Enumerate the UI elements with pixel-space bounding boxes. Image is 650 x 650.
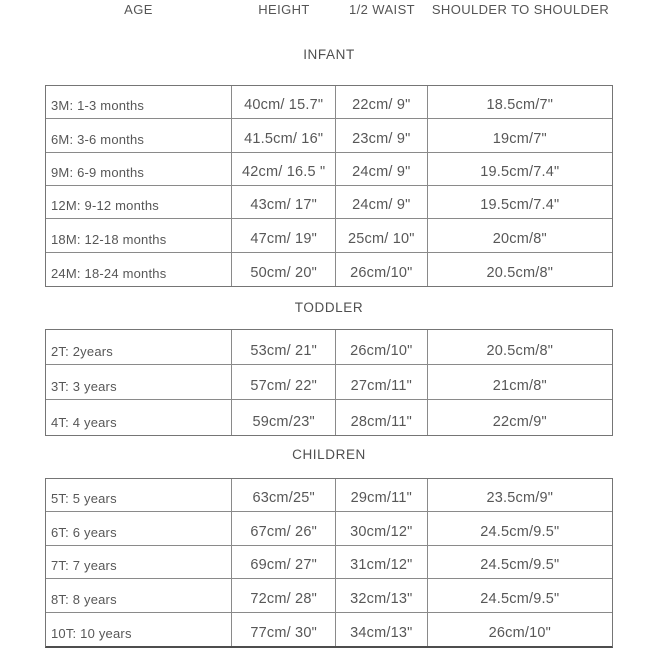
measurement-cell: 26cm/10" [336,330,428,365]
measurement-cell: 19.5cm/7.4" [428,153,612,186]
age-cell: 6M: 3-6 months [46,119,232,152]
measurement-cell: 29cm/11" [336,479,428,512]
measurement-cell: 26cm/10" [488,625,551,641]
measurement-cell: 69cm/ 27" [232,546,336,579]
measurement-cell: 20.5cm/8" [428,330,612,365]
measurement-cell: 50cm/ 20" [232,253,336,286]
measurement-cell: 47cm/ 19" [232,219,336,252]
measurement-cell: 40cm/ 15.7" [232,86,336,119]
measurement-cell: 24cm/ 9" [336,186,428,219]
measurement-cell: 57cm/ 22" [232,365,336,400]
measurement-cell: 24cm/ 9" [336,153,428,186]
column-header-waist: 1/2 WAIST [349,2,415,17]
column-header-row [45,2,613,17]
age-cell: 7T: 7 years [46,546,232,579]
measurement-cell: 43cm/ 17" [232,186,336,219]
measurement-cell: 24.5cm/9.5" [428,546,612,579]
column-header-shoulder: SHOULDER TO SHOULDER [431,2,610,17]
measurement-cell: 32cm/13" [336,579,428,612]
age-cell: 6T: 6 years [46,512,232,545]
measurement-cell: 63cm/25" [232,479,336,512]
age-cell: 3T: 3 years [46,365,232,400]
measurement-cell: 21cm/8" [428,365,612,400]
measurement-cell: 19.5cm/7.4" [428,186,612,219]
measurement-cell: 20cm/8" [428,219,612,252]
measurement-cell: 77cm/ 30" [232,613,336,646]
measurement-cell: 67cm/ 26" [232,512,336,545]
age-cell: 2T: 2years [46,330,232,365]
measurement-cell: 26cm/10" [336,253,428,286]
measurement-cell: 31cm/12" [336,546,428,579]
measurement-cell: 19cm/7" [428,119,612,152]
measurement-cell: 18.5cm/7" [428,86,612,119]
age-cell: 8T: 8 years [46,579,232,612]
measurement-cell: 41.5cm/ 16" [232,119,336,152]
age-cell: 3M: 1-3 months [46,86,232,119]
measurement-cell: 59cm/23" [232,400,336,435]
measurement-cell: 53cm/ 21" [232,330,336,365]
age-cell: 12M: 9-12 months [46,186,232,219]
measurement-cell: 22cm/9" [492,414,547,430]
column-header-height: HEIGHT [258,2,310,17]
measurement-cell: 25cm/ 10" [336,219,428,252]
measurement-cell: 23.5cm/9" [428,479,612,512]
measurement-cell: 24.5cm/9.5" [428,579,612,612]
age-cell: 18M: 12-18 months [46,219,232,252]
measurement-cell: 34cm/13" [336,613,428,646]
measurement-cell: 27cm/11" [336,365,428,400]
section-title-children: CHILDREN [292,447,366,462]
age-cell: 5T: 5 years [46,479,232,512]
age-cell: 24M: 18-24 months [46,253,232,286]
measurement-cell: 30cm/12" [336,512,428,545]
age-cell: 4T: 4 years [46,400,232,435]
age-cell: 10T: 10 years [46,613,232,646]
measurement-cell: 20.5cm/8" [486,264,554,281]
measurement-cell: 72cm/ 28" [232,579,336,612]
measurement-cell: 22cm/ 9" [336,86,428,119]
age-cell: 9M: 6-9 months [46,153,232,186]
children-size-table [45,478,613,648]
section-title-toddler: TODDLER [294,300,364,315]
section-title-infant: INFANT [303,47,355,62]
measurement-cell: 28cm/11" [336,400,428,435]
toddler-size-table [45,329,613,436]
measurement-cell: 23cm/ 9" [336,119,428,152]
measurement-cell: 42cm/ 16.5 " [232,153,336,186]
column-header-age: AGE [124,2,153,17]
measurement-cell: 24.5cm/9.5" [428,512,612,545]
infant-size-table [45,85,613,287]
